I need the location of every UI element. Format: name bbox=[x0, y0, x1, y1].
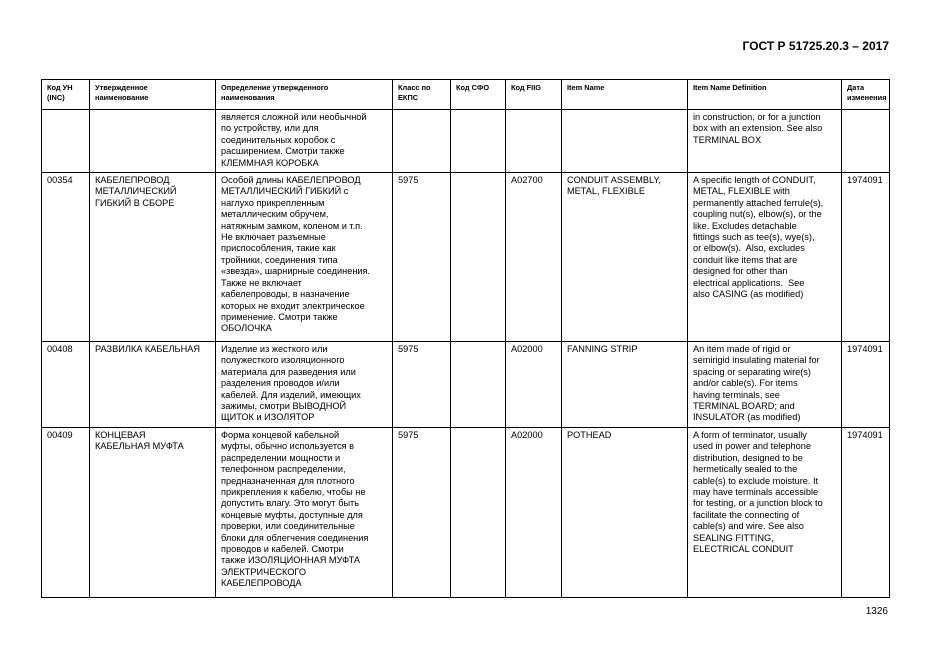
header-row bbox=[42, 80, 890, 110]
cell-definition-ru: Форма концевой кабельной муфты, обычно используется в распределении мощности и телефонном распределении, предназначенная для плотного прикрепления к кабелю, чтобы не допустить влагу. Это могут быть концевые муфты, доступные для проверки, или соединительные блоки для облегчения соединения проводов и кабелей. Смотри также ИЗОЛЯЦИОННАЯ МУФТА ЭЛЕКТРИЧЕСКОГО КАБЕЛЕПРОВОДА bbox=[216, 427, 393, 597]
cell-date: 1974091 bbox=[842, 173, 890, 342]
cell-item-name: CONDUIT ASSEMBLY, METAL, FLEXIBLE bbox=[562, 173, 688, 342]
cell-fiig bbox=[506, 110, 562, 173]
cell-inc: 00408 bbox=[42, 342, 90, 428]
page-number: 1326 bbox=[865, 606, 888, 617]
col-header-date: Дата изменения bbox=[842, 80, 890, 110]
cell-item-name bbox=[562, 110, 688, 173]
cell-item-definition: in construction, or for a junction box with an extension. See also TERMINAL BOX bbox=[688, 110, 842, 173]
col-header-definition-ru: Определение утвержденного наименования bbox=[216, 80, 393, 110]
cell-item-definition: A specific length of CONDUIT, METAL, FLEXIBLE with permanently attached ferrule(s), coupling nut(s), elbow(s), or the like. Excludes detachable fittings such as tee(s), wye(s), or elbow(s). Also, excludes conduit like items that are designed for other than electrical applications. See also CASING (as modified) bbox=[688, 173, 842, 342]
cell-approved-name: КОНЦЕВАЯ КАБЕЛЬНАЯ МУФТА bbox=[90, 427, 216, 597]
catalog-table bbox=[41, 79, 890, 598]
cell-item-name: POTHEAD bbox=[562, 427, 688, 597]
document-number: ГОСТ Р 51725.20.3 – 2017 bbox=[742, 39, 889, 53]
cell-sfo bbox=[451, 342, 506, 428]
col-header-item-definition: Item Name Definition bbox=[688, 80, 842, 110]
cell-fiig: A02000 bbox=[506, 342, 562, 428]
cell-item-name: FANNING STRIP bbox=[562, 342, 688, 428]
table-row bbox=[42, 110, 890, 173]
cell-sfo bbox=[451, 427, 506, 597]
cell-approved-name: КАБЕЛЕПРОВОД МЕТАЛЛИЧЕСКИЙ ГИБКИЙ В СБОРЕ bbox=[90, 173, 216, 342]
col-header-inc: Код УН (INC) bbox=[42, 80, 90, 110]
cell-definition-ru: Изделие из жесткого или полужесткого изоляционного материала для разведения или разделения проводов и/или кабелей. Для изделий, имеющих зажимы, смотри ВЫВОДНОЙ ЩИТОК и ИЗОЛЯТОР bbox=[216, 342, 393, 428]
cell-inc: 00354 bbox=[42, 173, 90, 342]
col-header-approved-name: Утвержденное наименование bbox=[90, 80, 216, 110]
cell-approved-name: РАЗВИЛКА КАБЕЛЬНАЯ bbox=[90, 342, 216, 428]
cell-approved-name bbox=[90, 110, 216, 173]
cell-definition-ru: Особой длины КАБЕЛЕПРОВОД МЕТАЛЛИЧЕСКИЙ ГИБКИЙ с наглухо прикрепленным металлическим обручем, натяжным замком, коленом и т.п. Не включает разъемные приспособления, такие как тройники, соединения типа «звезда», шарнирные соединения. Также не включает кабелепроводы, в назначение которых не входит электрическое применение. Смотри также ОБОЛОЧКА bbox=[216, 173, 393, 342]
cell-class bbox=[393, 110, 451, 173]
cell-inc: 00409 bbox=[42, 427, 90, 597]
cell-class: 5975 bbox=[393, 173, 451, 342]
cell-class: 5975 bbox=[393, 342, 451, 428]
col-header-fiig: Код FIIG bbox=[506, 80, 562, 110]
col-header-item-name: Item Name bbox=[562, 80, 688, 110]
cell-inc bbox=[42, 110, 90, 173]
cell-definition-ru: является сложной или необычной по устройству, или для соединительных коробок с расширением. Смотри также КЛЕММНАЯ КОРОБКА bbox=[216, 110, 393, 173]
table-row bbox=[42, 173, 890, 342]
table-row bbox=[42, 342, 890, 428]
cell-item-definition: An item made of rigid or semirigid insulating material for spacing or separating wire(s) and/or cable(s). For items having terminals, see TERMINAL BOARD; and INSULATOR (as modified) bbox=[688, 342, 842, 428]
col-header-sfo: Код СФО bbox=[451, 80, 506, 110]
cell-date: 1974091 bbox=[842, 342, 890, 428]
cell-class: 5975 bbox=[393, 427, 451, 597]
cell-date: 1974091 bbox=[842, 427, 890, 597]
table-row bbox=[42, 427, 890, 597]
cell-sfo bbox=[451, 110, 506, 173]
col-header-class: Класс по ЕКПС bbox=[393, 80, 451, 110]
cell-fiig: A02700 bbox=[506, 173, 562, 342]
cell-fiig: A02000 bbox=[506, 427, 562, 597]
cell-item-definition: A form of terminator, usually used in power and telephone distribution, designed to be hermetically sealed to the cable(s) to exclude moisture. It may have terminals accessible for testing, or a junction block to facilitate the connecting of cable(s) and wire. See also SEALING FITTING, ELECTRICAL CONDUIT bbox=[688, 427, 842, 597]
cell-sfo bbox=[451, 173, 506, 342]
cell-date bbox=[842, 110, 890, 173]
